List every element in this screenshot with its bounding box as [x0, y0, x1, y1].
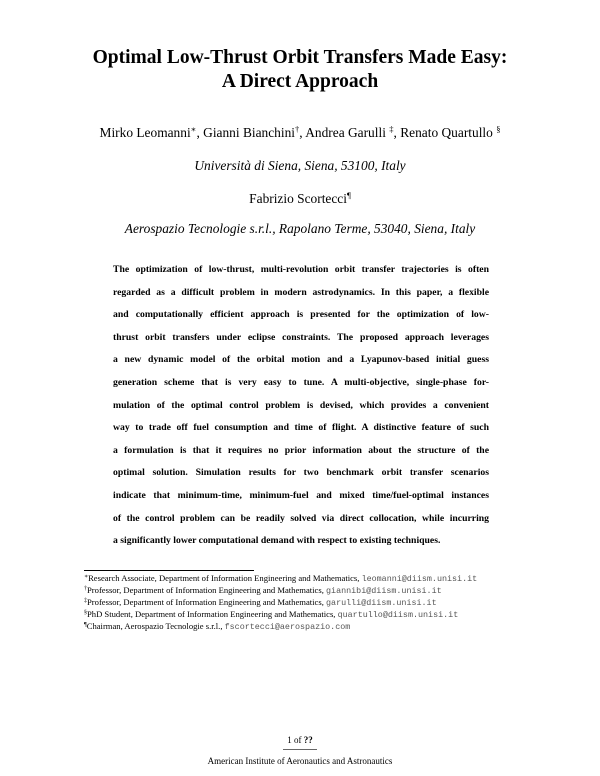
- footnote-email[interactable]: giannibi@diism.unisi.it: [326, 585, 442, 596]
- affiliation-university: Università di Siena, Siena, 53100, Italy: [194, 158, 406, 173]
- abstract-line: and computationally efficient approach is presented for the optimization of low-: [113, 309, 489, 321]
- author-mark: §: [496, 124, 501, 134]
- author-mark: ¶: [346, 190, 351, 200]
- title-line-2: A Direct Approach: [221, 71, 379, 92]
- abstract-line: a new dynamic model of the orbital motion and a Lyapunov-based initial guess: [113, 354, 489, 366]
- abstract-line: mulation of the optimal control problem is devised, which provides a convenient: [113, 399, 489, 411]
- author-name: Fabrizio Scortecci: [249, 191, 347, 206]
- page-number: [0, 735, 600, 746]
- footnote: [84, 585, 564, 597]
- title-line-1: Optimal Low-Thrust Orbit Transfers Made Easy:: [92, 47, 508, 68]
- author-name: Andrea Garulli: [305, 125, 390, 140]
- abstract: [113, 262, 489, 556]
- paper-title: [0, 46, 600, 94]
- footnote-mark: ‡: [84, 597, 87, 604]
- author-mark: ‡: [389, 124, 394, 134]
- footnote-email[interactable]: garulli@diism.unisi.it: [326, 597, 437, 608]
- footnote-mark: †: [84, 585, 87, 592]
- footnote-mark: ∗: [84, 574, 89, 580]
- footnotes: [84, 573, 564, 633]
- author-name: Renato Quartullo: [400, 125, 497, 140]
- abstract-line: way to trade off fuel consumption and time of flight. A distinctive feature of such: [113, 422, 489, 434]
- abstract-line: optimal solution. Simulation results for two benchmark orbit transfer scenarios: [113, 467, 489, 479]
- footnote-divider: [84, 570, 254, 571]
- abstract-line: indicate that minimum-time, minimum-fuel and mixed time/fuel-optimal instances: [113, 489, 489, 501]
- footnote: [84, 621, 564, 633]
- abstract-line: regarded as a difficult problem in modern astrodynamics. In this paper, a flexible: [113, 286, 489, 298]
- footnote-text: Professor, Department of Information Engineering and Mathematics,: [87, 596, 327, 607]
- author-separator: ,: [196, 125, 204, 140]
- abstract-line: a significantly lower computational demand with respect to existing techniques.: [113, 535, 441, 547]
- page-number-divider: [283, 749, 317, 750]
- footnote-mark: §: [84, 609, 87, 616]
- page-number-prefix: 1 of: [287, 735, 304, 745]
- publisher-footer: American Institute of Aeronautics and Astronautics: [207, 756, 393, 766]
- footnote-text: Chairman, Aerospazio Tecnologie s.r.l.,: [86, 620, 225, 631]
- footnote-text: Research Associate, Department of Information Engineering and Mathematics,: [88, 573, 362, 583]
- author-list: [0, 124, 600, 142]
- footnote: [84, 597, 564, 609]
- footnote: [84, 573, 564, 585]
- affiliation-company: Aerospazio Tecnologie s.r.l., Rapolano Terme, 53040, Siena, Italy: [124, 221, 476, 236]
- author-name: Mirko Leomanni: [99, 125, 191, 140]
- author-separator: ,: [299, 125, 306, 140]
- footnote-email[interactable]: fscortecci@aerospazio.com: [224, 621, 351, 632]
- footnote: [84, 609, 564, 621]
- author-mark: ∗: [190, 124, 197, 134]
- abstract-line: The optimization of low-thrust, multi-revolution orbit transfer trajectories is often: [113, 264, 489, 275]
- abstract-line: thrust orbit transfers under eclipse constraints. The proposed approach leverages: [113, 331, 489, 343]
- abstract-line: a formulation is that it requires no prior information about the structure of the: [113, 444, 489, 456]
- footnote-email[interactable]: quartullo@diism.unisi.it: [337, 609, 459, 620]
- page-total: ??: [303, 735, 313, 745]
- footnote-email[interactable]: leomanni@diism.unisi.it: [361, 574, 478, 584]
- second-author-group: [0, 190, 600, 208]
- author-mark: †: [295, 124, 300, 134]
- abstract-line: generation scheme that is very easy to tune. A multi-objective, single-phase for-: [113, 376, 489, 388]
- author-separator: ,: [393, 125, 401, 140]
- footnote-text: PhD Student, Department of Information Engineering and Mathematics,: [87, 608, 338, 619]
- footnote-text: Professor, Department of Information Engineering and Mathematics,: [87, 584, 327, 595]
- footnote-mark: ¶: [84, 621, 87, 628]
- abstract-line: of the control problem can be readily solved via direct collocation, while incurring: [113, 512, 489, 524]
- author-name: Gianni Bianchini: [203, 125, 296, 140]
